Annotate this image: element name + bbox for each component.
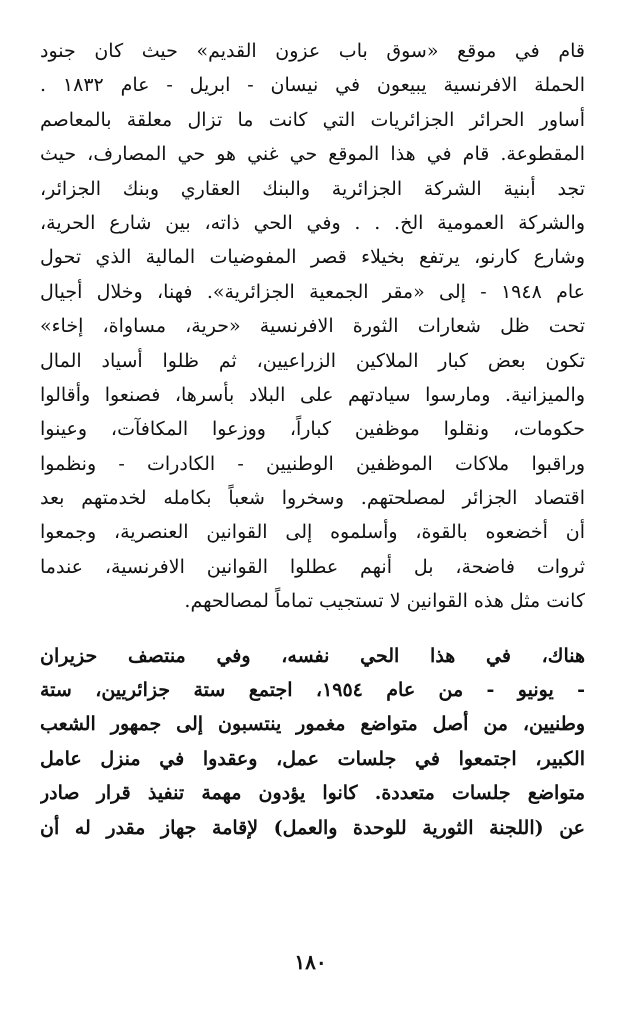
- book-page: [40, 34, 585, 845]
- text-line: تكون بعض كبار الملاكين الزراعيين، ثم ظلوا أسياد المال: [40, 349, 585, 372]
- text-line: تجد أبنية الشركة الجزائرية والبنك العقاري وبنك الجزائر،: [40, 177, 585, 200]
- paragraph-2: [40, 639, 585, 845]
- text-line: هناك، في هذا الحي نفسه، وفي منتصف حزيران: [40, 644, 585, 667]
- text-line: اقتصاد الجزائر لمصلحتهم. وسخروا شعباً بكامله لخدمتهم بعد: [40, 487, 585, 510]
- text-line: الحملة الافرنسية يبيعون في نيسان - ابريل - عام ١٨٣٢ .: [40, 74, 585, 97]
- text-line: متواضع جلسات متعددة. كانوا يؤدون مهمة تنفيذ قرار صادر: [40, 782, 585, 805]
- text-line: قام في موقع «سوق باب عزون القديم» حيث كان جنود: [40, 40, 585, 62]
- text-line: والميزانية. ومارسوا سيادتهم على البلاد بأسرها، فصنعوا وأقالوا: [40, 383, 585, 406]
- text-line: تحت ظل شعارات الثورة الافرنسية «حرية، مساواة، إخاء»: [40, 315, 585, 338]
- text-line: وطنيين، من أصل متواضع مغمور ينتسبون إلى جمهور الشعب: [40, 713, 585, 736]
- text-line: والشركة العمومية الخ. . . وفي الحي ذاته، بين شارع الحرية،: [40, 211, 585, 234]
- text-line: أن أخضعوه بالقوة، وأسلموه إلى القوانين العنصرية، وجمعوا: [40, 521, 585, 544]
- text-line: أساور الحرائر الجزائريات التي كانت ما تزال معلقة بالمعاصم: [40, 108, 585, 131]
- text-line: - يونيو - من عام ١٩٥٤، اجتمع ستة جزائريين، ستة: [40, 679, 585, 702]
- text-line: حكومات، ونقلوا موظفين كباراً، ووزعوا المكافآت، وعينوا: [40, 418, 585, 441]
- text-line: كانت مثل هذه القوانين لا تستجيب تماماً لمصالحهم.: [184, 590, 585, 613]
- text-line: وراقبوا ملاكات الموظفين الوطنيين - الكادرات - ونظموا: [40, 452, 585, 475]
- paragraph-1: [40, 34, 585, 619]
- text-line: عن (اللجنة الثورية للوحدة والعمل) لإقامة جهاز مقدر له أن: [40, 816, 585, 839]
- text-line: ثروات فاضحة، بل أنهم عطلوا القوانين الافرنسية، عندما: [40, 555, 585, 578]
- text-line: المقطوعة. قام في هذا الموقع حي غني هو حي المصارف، حيث: [40, 143, 585, 166]
- text-line: الكبير، اجتمعوا في جلسات عمل، وعقدوا في منزل عامل: [40, 747, 585, 770]
- page-number: ١٨٠: [294, 950, 327, 974]
- text-line: عام ١٩٤٨ - إلى «مقر الجمعية الجزائرية». فهنا، وخلال أجيال: [40, 280, 585, 303]
- text-line: وشارع كارنو، يرتفع بخيلاء قصر المفوضيات المالية الذي تحول: [40, 246, 585, 269]
